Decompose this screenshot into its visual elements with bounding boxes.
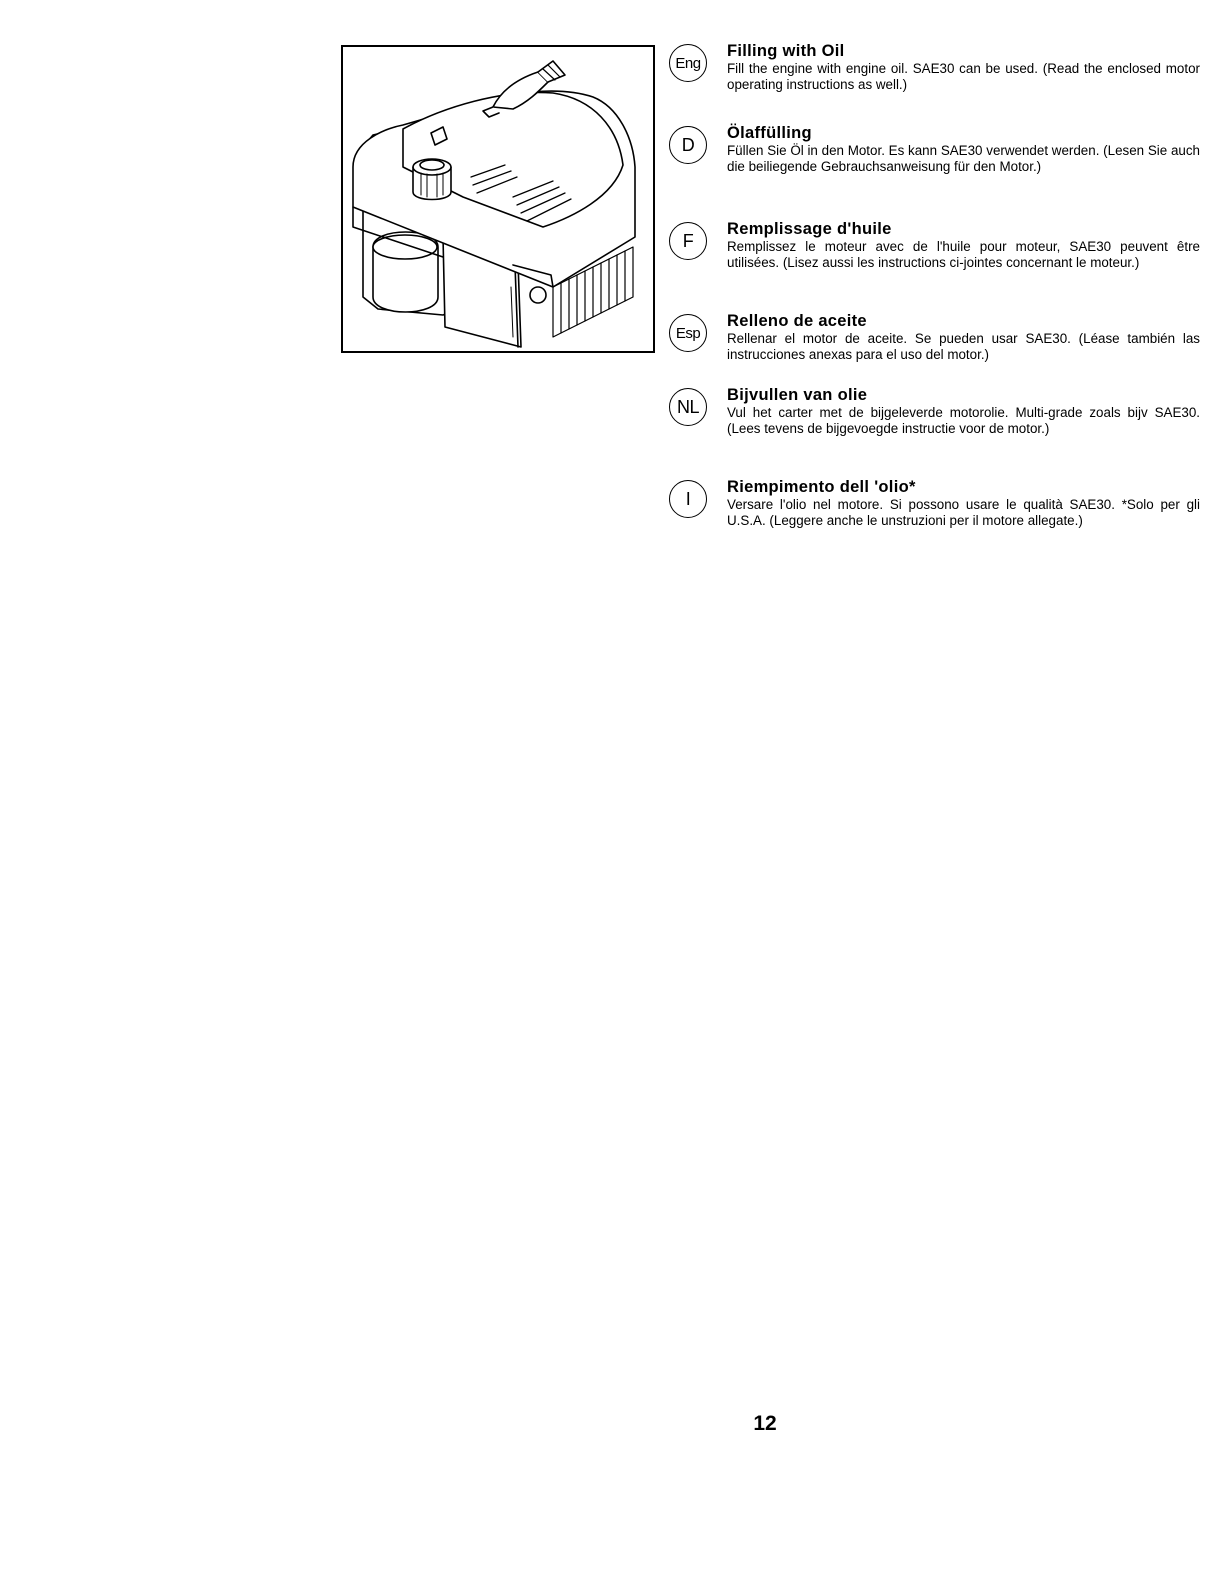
section-title: Bijvullen van olie [727,386,868,404]
section-german [665,124,1200,220]
language-badge-eng: Eng [669,44,707,82]
language-badge-d: D [669,126,707,164]
section-spanish [665,312,1200,386]
section-english [665,42,1200,124]
section-body: Vul het carter met de bijgeleverde motorolie. Multi-grade zoals bijv SAE30. (Lees tevens de bijgevoegde instructie voor de motor.) [727,405,1200,436]
language-badge-nl: NL [669,388,707,426]
section-title: Ölaffülling [727,124,812,142]
section-dutch [665,386,1200,478]
section-body: Fill the engine with engine oil. SAE30 can be used. (Read the enclosed motor operating instructions as well.) [727,61,1200,92]
section-title: Riempimento dell 'olio* [727,478,916,496]
language-badge-f: F [669,222,707,260]
section-body: Rellenar el motor de aceite. Se pueden usar SAE30. (Léase también las instrucciones anexas para el uso del motor.) [727,331,1200,362]
page-number: 12 [753,1412,777,1435]
section-italian [665,478,1200,548]
section-body: Füllen Sie Öl in den Motor. Es kann SAE30 verwendet werden. (Lesen Sie auch die beiliegende Gebrauchsanweisung für den Motor.) [727,143,1200,174]
instruction-sections [665,42,1200,548]
engine-illustration [341,45,655,353]
section-body: Remplissez le moteur avec de l'huile pour moteur, SAE30 peuvent être utilisées. (Lisez aussi les instructions ci-jointes concernant le moteur.) [727,239,1200,270]
language-badge-i: I [669,480,707,518]
section-title: Relleno de aceite [727,312,867,330]
section-french [665,220,1200,312]
section-title: Remplissage d'huile [727,220,892,238]
language-badge-esp: Esp [669,314,707,352]
section-title: Filling with Oil [727,42,845,60]
section-body: Versare l'olio nel motore. Si possono usare le qualità SAE30. *Solo per gli U.S.A. (Leggere anche le unstruzioni per il motore allegate.) [727,497,1200,528]
